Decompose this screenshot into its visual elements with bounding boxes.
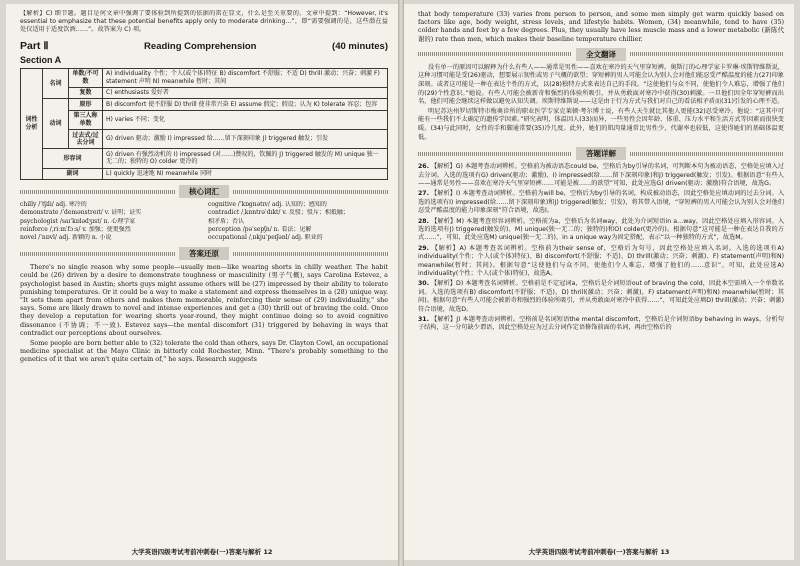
word-item: reinforce /ˌriːɪnˈfɔːs/ v. 加强；使更强烈 [20, 225, 131, 233]
answer-item: 26. 【解析】G) 本题考查动词辨析。空格前为被动语态could be，空格后为by引导的名词，可判断本句为被动语态，空格处应填入过去分词。入选的选项有G) driven(驱动；激励)、I) impressed(给……留下深刻印象)和J) triggered(触发；引发)。根据语意“有些人——通常是男性——喜欢在寒冷天气里穿短裤……可能是被……的欲望”可知，此处应选G) driven(驱动；激励)符合语境，故选G。 [418, 163, 784, 187]
word-item: 相矛盾；否认 [208, 217, 245, 225]
col-main-label: 词性分析 [21, 68, 43, 180]
noun-label: 名词 [43, 68, 69, 99]
adv-label: 副词 [43, 168, 103, 180]
left-footer: 大学英语四级考试考前冲刺卷(一)答案与解析 12 [131, 548, 273, 556]
word-item: chilly /ˈtʃɪli/ adj. 寒冷的 [20, 201, 87, 209]
translation-paragraph-1: 没有单一的原因可以解释为什么有些人——通常是男性——喜欢在寒冷的天气里穿短裤。奥斯汀的心理学家卡罗琳·埃斯特维斯说，这种习惯可能是受(26)驱动，想要展示韧性或男子气概的欲望；穿短裤的男人可能会认为别人会对他们能忍受严酷温度的能力(27)印象深刻。或者这可能是一种在表达个性的方式，以(28)独特方式来表达自己的手段。“这使他们与众不同，使他们令人难忘，增强了他们的(29)个性意识。”她说。有些人可能会被新奇和强烈的体验所吸引，并从勇敢面对寒冷中获得(30)刺激。一旦他们因全年穿短裤而出名，他们可能会继续这样做以避免认知失调。埃斯特维斯说——这是由于行为方式与我们对自己的看法相矛盾而(31)引发的心理不适。 [418, 63, 784, 106]
singular-label: 单数/不可数 [69, 68, 103, 87]
part-time: (40 minutes) [332, 40, 388, 52]
part-header [20, 40, 388, 52]
verb-base-cell: B) discomfort 使不舒服 D) thrill 使非常兴奋 E) assume 假定；假设；认为 K) tolerate 容忍；包容 [103, 99, 388, 111]
verb-third-cell: H) varies 不同；变化 [103, 110, 388, 129]
intro-explanation: 【解析】C) 细节题。题目是何文章中强调了要体验到所提到的依据的雷在显文，什么是至关重要的。文章中提到：“However, it's essential to emphasize that these potential benefits apply only to moderate drinking...”，即“需要强调的是，这些潜在益处仅适用于适度饮酒……”。故答案为 C) 项。 [20, 10, 388, 34]
part-label: Part Ⅱ [20, 39, 49, 52]
vocab-table [20, 68, 388, 181]
noun-plural-cell: C) enthusiasts 爱好者 [103, 87, 388, 99]
word-item: psychologist /saɪˈkɒlədʒɪst/ n. 心理学家 [20, 217, 136, 225]
answer-item: 27. 【解析】I) 本题考查动词辨析。空格前为will be，空格后为by引导的名词，构成被动语态，因此空格处应填动词的过去分词。入选的选项有I) impressed(给……留下深刻印象)和J) triggered(触发；引发)，将其带入语境，“穿短裤的男人可能会认为别人会对他们忍受严酷温度的能力印象深刻”符合语境，故选I。 [418, 190, 784, 215]
part-name: Reading Comprehension [144, 40, 257, 52]
answer-item: 29. 【解析】A) 本题考查名词辨析。空格前为their sense of，空格后为句号，因此空格处应填入名词。入选的选项有A) individuality(个性；个人(或个体)特征)、B) discomfort(不舒服；不适)、D) thrill(激动；兴奋；刺激)、F) statement(声明)和N) meanwhile(暂时；其间)。根据句意“这使他们与众不同，使他们令人难忘，增强了他们的……意识”，可知，此处应选A) individuality(个性；个人(或个体)特征)，故选A。 [418, 244, 784, 278]
answer-item: 30. 【解析】D) 本题考查名词辨析。空格前是不定冠词a，空格后是介词短语out of braving the cold，因此本空需填入一个单数名词。入选的选项有B) discomfort(不舒服；不适)，D) thrill(激动；兴奋；刺激)，F) statement(声明)和N) meanwhile(暂时；其间)。根据句意“有些人可能会被新奇和强烈的体验所吸引，并从勇敢面对寒冷中获得……”，可知此处应填D) thrill(激动；兴奋；刺激)符合语境，故选D。 [418, 280, 784, 313]
passage-continued: that body temperature (33) varies from person to person, and some men simply get warm quickly based on factors like age, body weight, stress levels, and lifestyle habits. Women, (34) meanwhile, tend to have (35) colder hands and feet by a few degrees. Plus, they usually have less muscle mass and a lower metabolic (新陈代谢的) rate than men, which makes their baseline temperature chillier. [418, 10, 784, 43]
verb-past-cell: G) driven 驱动；激励 I) impressed 给……留下深刻印象 J) triggered 触发；引发 [103, 130, 388, 149]
passage-paragraph-1: There's no single reason why some people—usually men—like wearing shorts in chilly weather. The habit could be (26) driven by a desire to demonstrate toughness or masculinity (男子气概), says Carolina Estevez, a psychologist based in Austin; shorts guys might assume others will be (27) impressed by their ability to tolerate punishing temperatures. Or it could be a way to make a statement and express themselves in a (28) unique way. "It sets them apart from others and makes them memorable, reinforcing their sense of (29) individuality," she says. Some are likely drawn to novel and intense experiences and get a (30) thrill out of braving the cold. Once they develop a reputation for wearing shorts year-round, they might continue doing so to avoid cognitive dissonance (不协调；不一致). Estevez says—the mental discomfort (31) triggered by behaving in ways that contradict our perceptions about ourselves. [20, 263, 388, 337]
translation-title: 全文翻译 [576, 48, 626, 61]
verb-label: 动词 [43, 99, 69, 149]
base-label: 原形 [69, 99, 103, 111]
past-label: 过去式/过去分词 [69, 130, 103, 149]
right-footer: 大学英语四级考试考前冲刺卷(一)答案与解析 13 [528, 548, 670, 556]
word-item: cognitive /ˈkɒgnətɪv/ adj. 认知的；感知的 [208, 201, 327, 209]
translation-banner [418, 48, 784, 61]
adj-cell: G) driven 有强烈动机的 I) impressed (对……)赞叹的，钦佩的 J) triggered 触发的 M) unique 独一无二的；独特的 O) colder 更冷的 [103, 149, 388, 168]
right-page [404, 4, 794, 560]
word-item: contradict /ˌkɒntrəˈdɪkt/ v. 反驳；驳斥；相抵触； [208, 209, 349, 217]
noun-singular-cell: A) individuality 个性；个人(或个体)特征 B) discomfort 不舒服；不适 D) thrill 激动；兴奋；刺激 F) statement 声明 N) meanwhile 暂时；其间 [103, 68, 388, 87]
adv-cell: L) quickly 迅速地 N) meanwhile 同时 [103, 168, 388, 180]
core-words-title: 核心词汇 [179, 185, 229, 198]
third-label: 第三人称单数 [69, 110, 103, 129]
plural-label: 复数 [69, 87, 103, 99]
translation-paragraph-2: 明尼苏达州罗切斯特市梅奥诊所的职业医学专家克莱顿·考尔博士说，有些人天生就比其他人更能(32)忍受寒冷。他说：“这其中可能有一些我们不太确定的遗传学因素。”研究表明，体温因人(33)而异，一些男性会因年龄、体重、压力水平和生活方式等因素而很快变暖。(34)与此同时，女性的手和脚通常要(35)冷几度。此外，她们的肌肉量通常比男性少，代谢率也较低，这使得她们的基础体温更低。 [418, 107, 784, 141]
restore-title: 答案还原 [179, 247, 229, 260]
restore-banner [20, 247, 388, 260]
answer-item: 31. 【解析】J) 本题考查动词辨析。空格前是名词短语the mental discomfort，空格后是介词短语by behaving in ways，分析句子结构，这一分句缺少谓语，因此空格处应为过去分词作定语修饰前面的名词，再由空格后的 [418, 316, 784, 332]
core-words-list [20, 201, 388, 242]
passage-paragraph-2: Some people are born better able to (32) tolerate the cold than others, says Dr. Clayton Cowl, an occupational medicine specialist at the Mayo Clinic in bitterly cold Rochester, Minn. "There's probably something to the genetics of it that we aren't quite certain of," he says. Research suggests [20, 338, 388, 364]
answer-item: 28. 【解析】M) 本题考查形容词辨析。空格前为a，空格后为名词way，此处为介词短语in a…way，因此空格处应填入形容词。入选的选项有J) triggered(触发的)、M) unique(独一无二的；独特的)和O) colder(更冷的)。根据句意“这可能是一种在表达自我的方式……”，可知，此处应选M) unique(独一无二的)，in a unique way为固定搭配，表示“以一种独特的方式”，故选M。 [418, 217, 784, 242]
answers-title: 答题详解 [576, 147, 626, 160]
core-words-banner [20, 185, 388, 198]
left-page [6, 4, 398, 560]
section-title: Section A [20, 54, 62, 65]
adj-label: 形容词 [43, 149, 103, 168]
word-item: novel /ˈnɒvl/ adj. 新颖的 n. 小说 [20, 233, 112, 241]
word-item: demonstrate /ˈdemənstreɪt/ v. 证明；证实 [20, 209, 142, 217]
word-item: perception /pəˈsepʃn/ n. 看法；见解 [208, 225, 312, 233]
answers-banner [418, 147, 784, 160]
word-item: occupational /ˌɒkjuˈpeɪʃənl/ adj. 职业的 [208, 233, 323, 241]
